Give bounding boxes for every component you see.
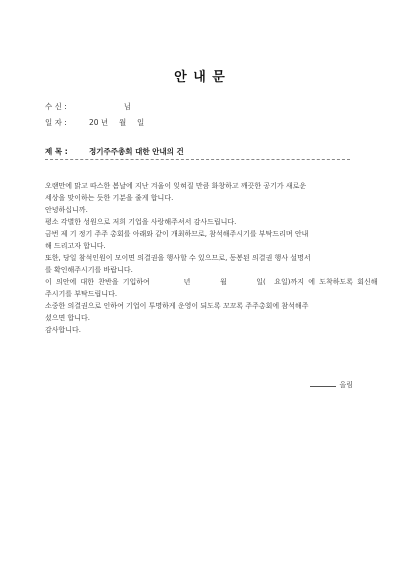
body-line: 금번 제 기 정기 주주 총회를 아래와 같이 개최하므로, 참석해주시기를 부탁드리며 안내: [45, 230, 309, 238]
body-line: 소중한 의결권으로 인하여 기업이 투명하게 운영이 되도록 꼬꼬록 주주총회에 참석해주: [45, 302, 309, 310]
body-line: 를 확인해주시기를 바랍니다.: [45, 266, 133, 274]
dashed-divider: [45, 159, 350, 160]
recipient-label: 수 신 :: [45, 102, 67, 111]
date-month: 월: [118, 118, 127, 127]
subject-label: 제 목 :: [45, 147, 68, 156]
sender-text: 올림: [339, 381, 353, 389]
date-label: 일 자 :: [45, 118, 67, 127]
body-line: 세상을 맞이하는 듯한 기분을 줄게 합니다.: [45, 194, 174, 202]
subject-line: [45, 146, 184, 157]
subject-text: 정기주주총회 대한 안내의 건: [89, 147, 184, 156]
document-title: 안 내 문: [174, 70, 226, 85]
recipient-line: [45, 101, 131, 112]
body-line: 오랜만에 맑고 따스한 봄날에 지난 겨울이 잊혀질 만큼 화창하고 깨끗한 공기가 새로운: [45, 182, 307, 190]
date-line: [45, 117, 144, 128]
recipient-suffix: 님: [123, 102, 132, 111]
letter-body: [45, 180, 378, 336]
body-line: 해 드리고자 합니다.: [45, 242, 106, 250]
date-year: 20 년: [89, 118, 109, 127]
date-day: 일: [137, 118, 145, 127]
body-line: 감사합니다.: [45, 326, 82, 334]
body-line: 이 의안에 대한 찬반을 기입하여 년 월 일( 요일)까지 에 도착하도록 회신해: [45, 278, 378, 286]
body-line: 셨으면 합니다.: [45, 314, 91, 322]
body-line: 또한, 당일 참석인원이 모이면 의결권을 행사할 수 있으므로, 동봉된 의결권 행사 설명서: [45, 254, 311, 262]
body-line: 안녕하십니까.: [45, 206, 88, 214]
sender-name-blank: [310, 386, 336, 387]
sender-signature: [310, 380, 353, 390]
body-line: 평소 각별한 성원으로 저희 기업을 사랑해주셔서 감사드립니다.: [45, 218, 237, 226]
body-line: 주시기를 부탁드립니다.: [45, 290, 118, 298]
